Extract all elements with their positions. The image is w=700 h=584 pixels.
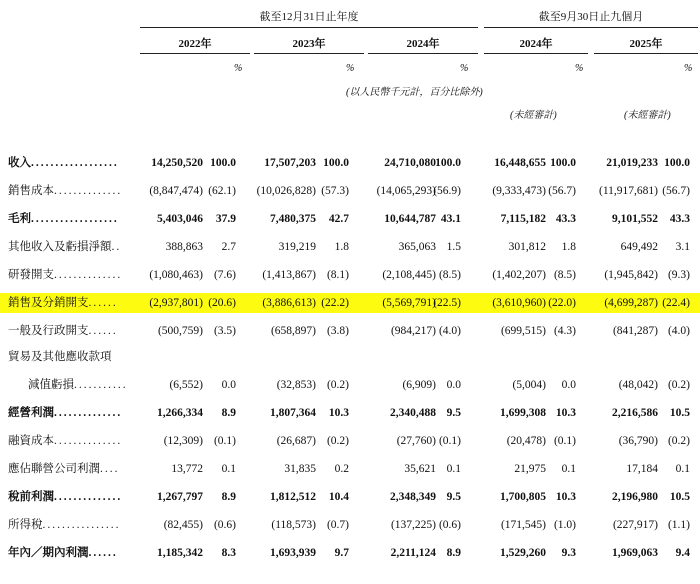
percent-cell: 8.9 (221, 407, 236, 419)
header-full-year-rule (140, 27, 478, 28)
percent-cell: 0.0 (446, 379, 461, 391)
percent-cell: 0.2 (334, 463, 349, 475)
amount-cell: (841,287) (612, 325, 658, 337)
table-row (0, 431, 700, 451)
percent-cell: (0.2) (667, 435, 690, 447)
percent-cell: 10.3 (555, 407, 576, 419)
percent-cell: 43.3 (669, 213, 690, 225)
row-label (8, 515, 121, 535)
percent-cell: 9.3 (561, 547, 576, 559)
amount-cell: 1,267,797 (157, 491, 203, 503)
percent-cell: (8.5) (553, 269, 576, 281)
pct-header-2024-9m: % (575, 63, 584, 74)
amount-cell: (227,917) (612, 519, 658, 531)
amount-cell: (82,455) (163, 519, 203, 531)
amount-cell: 14,250,520 (151, 157, 203, 169)
row-label (8, 153, 119, 173)
amount-cell: 1,699,308 (500, 407, 546, 419)
row-label (8, 403, 122, 423)
amount-cell: 7,480,375 (270, 213, 316, 225)
unaudited-2024: (未經審計) (510, 110, 557, 121)
percent-cell: 0.1 (446, 463, 461, 475)
row-leader-dots: .............. (54, 185, 123, 197)
amount-cell: (2,937,801) (149, 297, 203, 309)
amount-cell: 16,448,655 (494, 157, 546, 169)
row-label (8, 265, 122, 285)
percent-cell: (0.1) (213, 435, 236, 447)
amount-cell: (118,573) (271, 519, 316, 531)
row-label (8, 487, 122, 507)
row-label-text: 年內／期內利潤 (8, 547, 89, 559)
amount-cell: 319,219 (278, 241, 316, 253)
percent-cell: 2.7 (221, 241, 236, 253)
table-row (0, 487, 700, 507)
amount-cell: (1,080,463) (149, 269, 203, 281)
row-label-text: 融資成本 (8, 435, 54, 447)
percent-cell: (3.5) (213, 325, 236, 337)
row-label (8, 181, 122, 201)
percent-cell: 8.3 (221, 547, 236, 559)
amount-cell: (1,945,842) (604, 269, 658, 281)
table-row (0, 543, 700, 563)
amount-cell: (984,217) (390, 325, 436, 337)
percent-cell: 0.1 (675, 463, 690, 475)
percent-cell: (0.6) (438, 519, 461, 531)
percent-cell: (0.2) (326, 435, 349, 447)
percent-cell: 100.0 (550, 157, 576, 169)
header-nine-months-rule (484, 27, 698, 28)
table-row (0, 293, 700, 313)
row-leader-dots: .............. (54, 269, 123, 281)
amount-cell: 10,644,787 (384, 213, 436, 225)
amount-cell: (48,042) (618, 379, 658, 391)
table-row (0, 321, 700, 341)
percent-cell: 9.5 (446, 407, 461, 419)
percent-cell: (0.2) (326, 379, 349, 391)
amount-cell: (1,413,867) (262, 269, 316, 281)
amount-cell: (3,610,960) (492, 297, 546, 309)
amount-cell: 301,812 (508, 241, 546, 253)
amount-cell: (14,065,293) (376, 185, 436, 197)
percent-cell: (0.2) (667, 379, 690, 391)
percent-cell: (22.0) (548, 297, 576, 309)
year-2023-rule (254, 53, 364, 54)
percent-cell: 10.5 (669, 491, 690, 503)
amount-cell: (32,853) (276, 379, 316, 391)
percent-cell: 9.4 (675, 547, 690, 559)
row-leader-dots: .............. (54, 407, 123, 419)
percent-cell: (0.1) (553, 435, 576, 447)
amount-cell: 9,101,552 (612, 213, 658, 225)
percent-cell: 100.0 (664, 157, 690, 169)
amount-cell: (6,552) (169, 379, 203, 391)
amount-cell: (27,760) (396, 435, 436, 447)
percent-cell: 43.3 (555, 213, 576, 225)
table-row (0, 181, 700, 201)
percent-cell: 100.0 (323, 157, 349, 169)
amount-cell: 7,115,182 (500, 213, 546, 225)
year-2024-9m-rule (484, 53, 588, 54)
table-row (0, 265, 700, 285)
percent-cell: 0.0 (221, 379, 236, 391)
row-label-text: 其他收入及虧損淨額 (8, 241, 112, 253)
row-leader-dots: ...... (88, 325, 118, 337)
year-2025-9m: 2025年 (629, 38, 663, 50)
row-leader-dots: ........... (74, 379, 128, 391)
amount-cell: 21,975 (514, 463, 546, 475)
amount-cell: (5,004) (512, 379, 546, 391)
amount-cell: (11,917,681) (599, 185, 658, 197)
percent-cell: (7.6) (213, 269, 236, 281)
amount-cell: (12,309) (163, 435, 203, 447)
amount-cell: 1,969,063 (612, 547, 658, 559)
row-label-text: 毛利 (8, 213, 31, 225)
percent-cell: (4.3) (553, 325, 576, 337)
amount-cell: 13,772 (171, 463, 203, 475)
percent-cell: 8.9 (446, 547, 461, 559)
pct-header-2023: % (346, 63, 355, 74)
amount-cell: (3,886,613) (262, 297, 316, 309)
percent-cell: (20.6) (208, 297, 236, 309)
row-label-text: 稅前利潤 (8, 491, 54, 503)
amount-cell: 1,185,342 (157, 547, 203, 559)
table-row (0, 347, 700, 367)
row-label-text: 減值虧損 (28, 379, 74, 391)
percent-cell: (56.7) (662, 185, 690, 197)
table-row (0, 237, 700, 257)
row-label-text: 收入 (8, 157, 31, 169)
percent-cell: (3.8) (326, 325, 349, 337)
row-leader-dots: ...... (88, 297, 118, 309)
amount-cell: 2,340,488 (390, 407, 436, 419)
amount-cell: (2,108,445) (382, 269, 436, 281)
percent-cell: (62.1) (208, 185, 236, 197)
amount-cell: 1,807,364 (270, 407, 316, 419)
amount-cell: 1,266,334 (157, 407, 203, 419)
amount-cell: (4,699,287) (604, 297, 658, 309)
amount-cell: 365,063 (398, 241, 436, 253)
amount-cell: (699,515) (500, 325, 546, 337)
row-label (8, 347, 112, 367)
amount-cell: (10,026,828) (256, 185, 316, 197)
amount-cell: 31,835 (284, 463, 316, 475)
year-2023: 2023年 (292, 38, 326, 50)
percent-cell: 42.7 (328, 213, 349, 225)
amount-cell: (6,909) (402, 379, 436, 391)
amount-cell: (36,790) (618, 435, 658, 447)
row-label (8, 459, 120, 479)
percent-cell: 10.4 (328, 491, 349, 503)
amount-cell: 1,529,260 (500, 547, 546, 559)
pct-header-2024: % (460, 63, 469, 74)
amount-cell: 2,348,349 (390, 491, 436, 503)
row-leader-dots: ...... (88, 547, 118, 559)
row-leader-dots: ................ (42, 519, 121, 531)
amount-cell: (8,847,474) (149, 185, 203, 197)
row-label (8, 543, 118, 563)
unaudited-2025: (未經審計) (624, 110, 671, 121)
percent-cell: 10.3 (328, 407, 349, 419)
amount-cell: (1,402,207) (492, 269, 546, 281)
percent-cell: 3.1 (675, 241, 690, 253)
amount-cell: 5,403,046 (157, 213, 203, 225)
row-label-text: 所得稅 (8, 519, 43, 531)
table-row (0, 153, 700, 173)
percent-cell: (8.5) (438, 269, 461, 281)
percent-cell: (9.3) (667, 269, 690, 281)
percent-cell: (22.5) (433, 297, 461, 309)
year-2024: 2024年 (406, 38, 440, 50)
percent-cell: 1.8 (334, 241, 349, 253)
row-label-text: 銷售成本 (8, 185, 54, 197)
row-label-text: 一般及行政開支 (8, 325, 89, 337)
amount-cell: (5,569,791) (382, 297, 436, 309)
row-label-text: 應佔聯營公司利潤 (8, 463, 100, 475)
amount-cell: (26,687) (276, 435, 316, 447)
amount-cell: 35,621 (404, 463, 436, 475)
row-leader-dots: .................. (31, 213, 119, 225)
percent-cell: 1.5 (446, 241, 461, 253)
year-2022-rule (140, 53, 250, 54)
year-2024-rule (368, 53, 478, 54)
table-row (0, 209, 700, 229)
percent-cell: (4.0) (438, 325, 461, 337)
percent-cell: (1.1) (667, 519, 690, 531)
percent-cell: 37.9 (215, 213, 236, 225)
pct-header-2025-9m: % (684, 63, 693, 74)
percent-cell: (4.0) (667, 325, 690, 337)
row-leader-dots: .............. (54, 491, 123, 503)
row-label (8, 321, 118, 341)
year-2025-9m-rule (594, 53, 698, 54)
row-label-text: 經營利潤 (8, 407, 54, 419)
row-label (8, 293, 118, 313)
row-label-text: 貿易及其他應收款項 (8, 351, 112, 363)
year-2022: 2022年 (178, 38, 212, 50)
percent-cell: 100.0 (435, 157, 461, 169)
unit-note: (以人民幣千元計，百分比除外) (346, 87, 483, 98)
percent-cell: 9.7 (334, 547, 349, 559)
amount-cell: 17,507,203 (264, 157, 316, 169)
percent-cell: 9.5 (446, 491, 461, 503)
percent-cell: 0.1 (221, 463, 236, 475)
row-label (28, 375, 128, 395)
percent-cell: (0.1) (438, 435, 461, 447)
amount-cell: 2,211,124 (390, 547, 436, 559)
row-label (8, 431, 122, 451)
percent-cell: (8.1) (326, 269, 349, 281)
percent-cell: (56.7) (548, 185, 576, 197)
percent-cell: 10.5 (669, 407, 690, 419)
percent-cell: (1.0) (553, 519, 576, 531)
percent-cell: (22.4) (662, 297, 690, 309)
row-label (8, 237, 121, 257)
row-leader-dots: .................. (31, 157, 119, 169)
table-row (0, 515, 700, 535)
amount-cell: 21,019,233 (606, 157, 658, 169)
table-row (0, 375, 700, 395)
row-leader-dots: .... (100, 463, 120, 475)
amount-cell: 1,693,939 (270, 547, 316, 559)
amount-cell: 2,216,586 (612, 407, 658, 419)
amount-cell: (171,545) (500, 519, 546, 531)
row-label-text: 銷售及分銷開支 (8, 297, 89, 309)
amount-cell: (20,478) (506, 435, 546, 447)
percent-cell: (56.9) (433, 185, 461, 197)
row-label-text: 研發開支 (8, 269, 54, 281)
amount-cell: (658,897) (270, 325, 316, 337)
percent-cell: (22.2) (321, 297, 349, 309)
percent-cell: 0.0 (561, 379, 576, 391)
amount-cell: (137,225) (390, 519, 436, 531)
year-2024-9m: 2024年 (519, 38, 553, 50)
amount-cell: 388,863 (165, 241, 203, 253)
header-full-year: 截至12月31日止年度 (259, 11, 359, 23)
amount-cell: (9,333,473) (492, 185, 546, 197)
percent-cell: 10.3 (555, 491, 576, 503)
pct-header-2022: % (234, 63, 243, 74)
row-leader-dots: .. (111, 241, 122, 253)
amount-cell: 1,812,512 (270, 491, 316, 503)
percent-cell: (57.3) (321, 185, 349, 197)
amount-cell: 17,184 (626, 463, 658, 475)
amount-cell: 2,196,980 (612, 491, 658, 503)
percent-cell: 1.8 (561, 241, 576, 253)
table-row (0, 459, 700, 479)
amount-cell: (500,759) (157, 325, 203, 337)
row-leader-dots: .............. (54, 435, 123, 447)
percent-cell: 100.0 (210, 157, 236, 169)
header-nine-months: 截至9月30日止九個月 (538, 11, 644, 23)
amount-cell: 649,492 (620, 241, 658, 253)
row-label (8, 209, 119, 229)
percent-cell: (0.7) (326, 519, 349, 531)
percent-cell: 8.9 (221, 491, 236, 503)
amount-cell: 1,700,805 (500, 491, 546, 503)
percent-cell: 0.1 (561, 463, 576, 475)
table-row (0, 403, 700, 423)
amount-cell: 24,710,080 (384, 157, 436, 169)
percent-cell: 43.1 (440, 213, 461, 225)
percent-cell: (0.6) (213, 519, 236, 531)
